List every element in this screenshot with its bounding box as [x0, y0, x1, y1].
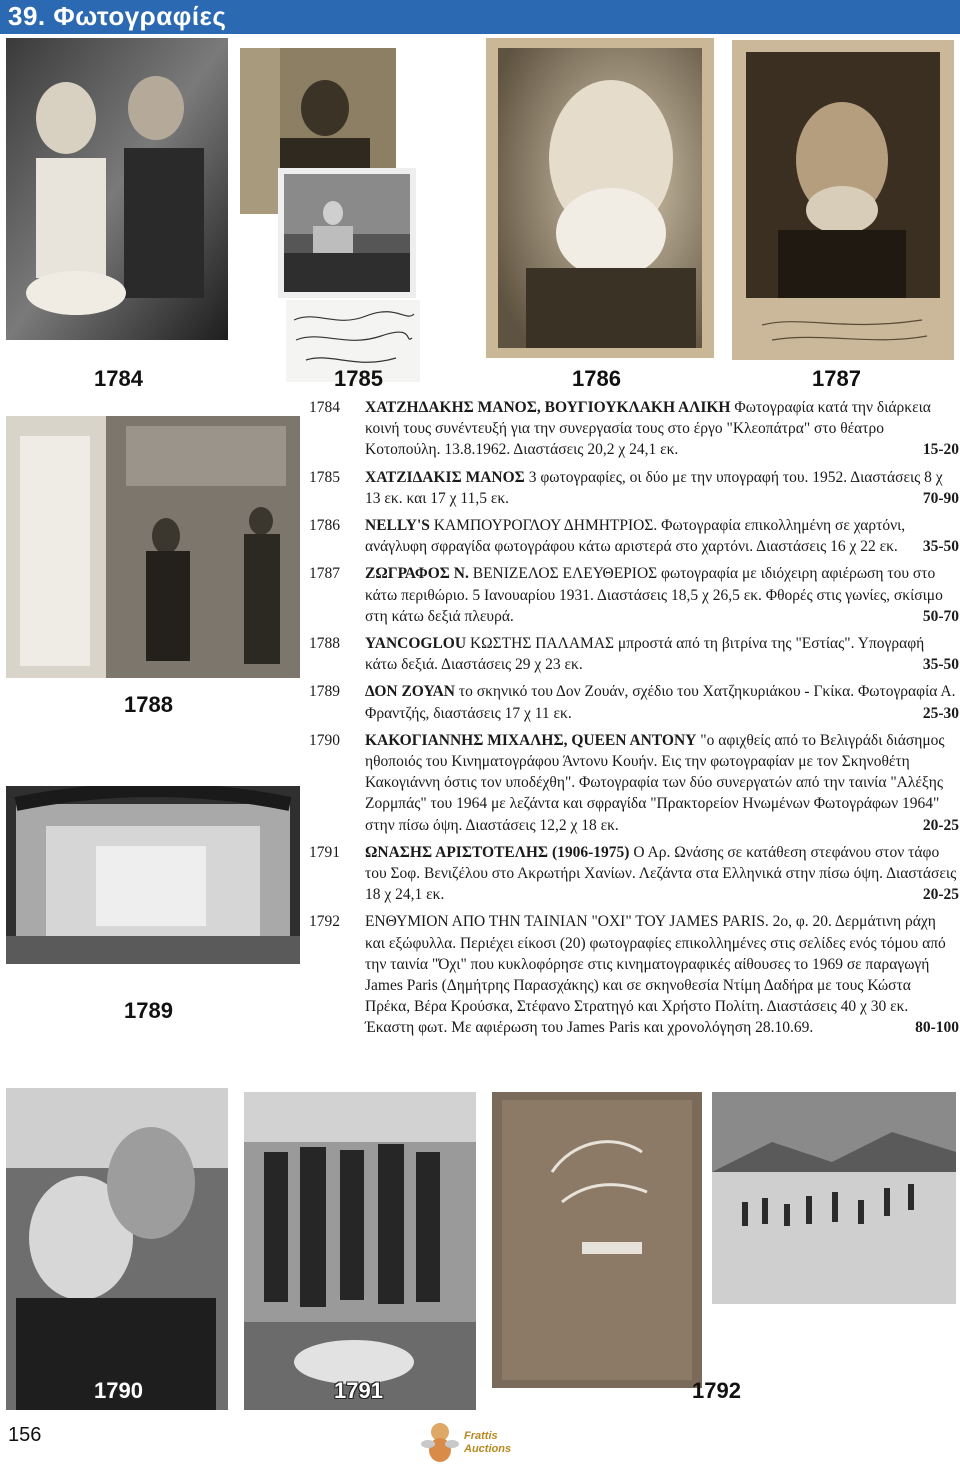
photo-1787: [732, 40, 954, 360]
caption-1789: 1789: [124, 998, 173, 1023]
lot-description: Ο Αρ. Ωνάσης σε κατάθεση στεφάνου στον τάφο του Σοφ. Βενιζέλου στο Ακρωτήρι Χανίων. Λεζάντα στα Ελληνικά στην πίσω όψη. Διαστάσεις 18 χ 24,1 εκ.: [365, 843, 957, 904]
lot-number: 1790: [309, 731, 340, 749]
lot-price: 35-50: [922, 538, 959, 556]
lot-description: Φωτογραφία κατά την διάρκεια κοινή τους συνέντευξή για την συνεργασία τους στο έργο "Κλεοπάτρα" στο θέατρο Κοτοπούλη. 13.8.1962. Διαστάσεις 20,2 χ 24,1 εκ.: [365, 399, 931, 459]
frattis-logo: [420, 1418, 530, 1464]
caption-1788: 1788: [124, 692, 173, 717]
lot-price: 20-25: [922, 816, 959, 834]
lot-number: 1785: [309, 468, 340, 486]
lot-description: ΕΝΘΥΜΙΟΝ ΑΠΟ ΤΗΝ ΤΑΙΝΙΑΝ "ΟΧΙ" ΤΟΥ JAMES PARIS. 2ο, φ. 20. Δερμάτινη ράχη και εξώφυλλα. Περιέχει είκοσι (20) φωτογραφίες επικολλημένες στις σελίδες ενός τόμου από την ταινία "Όχι" που κυκλοφόρησε στις κινηματογραφικές αίθουσες το 1969 σε παραγωγή James Paris (Δημήτρης Παρασχάκης) και σε σκηνοθεσία Ντίμη Δαδήρα με τους Κώστα Πρέκα, Βέρα Κρούσκα, Στέφανο Στρατηγό και Χρήστο Πολίτη. Διαστάσεις 40 χ 30 εκ. Έκαστη φωτ. Με αφιέρωση του James Paris και χρονολόγηση 28.10.69.: [365, 913, 946, 1037]
photo-1790: [6, 1088, 228, 1410]
lot-title: ΧΑΤΖΗΔΑΚΗΣ ΜΑΝΟΣ, ΒΟΥΓΙΟΥΚΛΑΚΗ ΑΛΙΚΗ: [365, 399, 731, 416]
lot-description: ΚΑΜΠΟΥΡΟΓΛΟΥ ΔΗΜΗΤΡΙΟΣ. Φωτογραφία επικολλημένη σε χαρτόνι, ανάγλυφη σφραγίδα φωτογράφου κάτω αριστερά στο χαρτόνι. Διαστάσεις 16 χ 22 εκ.: [365, 517, 906, 556]
logo-line-2: Auctions: [464, 1443, 512, 1455]
page-number: 156: [8, 1424, 42, 1446]
caption-1790: 1790: [94, 1378, 143, 1403]
lot-1786: [309, 515, 959, 557]
lot-price: 80-100: [915, 1019, 959, 1037]
lot-title: ΩΝΑΣΗΣ ΑΡΙΣΤΟΤΕΛΗΣ (1906-1975): [365, 843, 630, 861]
lot-1791: [309, 842, 959, 906]
lot-title: NELLY'S: [365, 517, 430, 535]
lot-title: ΔΟΝ ΖΟΥΑΝ: [365, 683, 455, 701]
lot-number: 1786: [309, 517, 340, 535]
lot-1792: [309, 911, 959, 1038]
caption-1785: 1785: [334, 366, 383, 391]
lot-description: το σκηνικό του Δον Ζουάν, σχέδιο του Χατζηκυριάκου - Γκίκα. Φωτογραφία Α. Φραντζής, διαστάσεις 17 χ 11 εκ.: [365, 683, 956, 722]
lot-number: 1787: [309, 565, 340, 583]
lot-number: 1784: [309, 399, 340, 416]
lot-price: 70-90: [922, 489, 959, 507]
photo-1792-a: [492, 1092, 702, 1388]
lot-list: [309, 397, 959, 1045]
lot-description: 3 φωτογραφίες, οι δύο με την υπογραφή του. 1952. Διαστάσεις 8 χ 13 εκ. και 17 χ 11,5 εκ.: [365, 468, 943, 507]
photo-1784: [6, 38, 228, 340]
lot-description: "ο αφιχθείς από το Βελιγράδι διάσημος ηθοποιός του Κινηματογράφου Άντονυ Κουήν. Εις την φωτογραφίαν με τον Σκηνοθέτη Κακογιάννη όστις τον υποδέχθη". Φωτογραφία των δύο συνεργατών από την ταινία "Αλέξης Ζορμπάς" του 1964 με λεζάντα και σφραγίδα "Πρακτορείον Ηνωμένων Φωτογράφων 1964" στην πίσω όψη. Διαστάσεις 12,2 χ 18 εκ.: [365, 731, 945, 834]
lot-description: ΒΕΝΙΖΕΛΟΣ ΕΛΕΥΘΕΡΙΟΣ φωτογραφία με ιδιόχειρη αφιέρωση του στο κάτω περιθώριο. 5 Ιανουαρίου 1931. Διαστάσεις 18,5 χ 26,5 εκ. Φθορές στις γωνίες, σκίσιμο στη κάτω δεξιά πλευρά.: [365, 565, 943, 625]
logo-line-1: Frattis: [464, 1430, 498, 1442]
caption-1791: 1791: [334, 1378, 383, 1403]
lot-price: 35-50: [922, 656, 959, 674]
lot-1785: [309, 467, 959, 509]
lot-title: ΖΩΓΡΑΦΟΣ Ν.: [365, 565, 469, 583]
lot-1787: [309, 563, 959, 627]
lot-title: ΚΑΚΟΓΙΑΝΝΗΣ ΜΙΧΑΛΗΣ, QUEEN ANTONY: [365, 731, 697, 749]
page-title: 39. Φωτογραφίες: [8, 1, 227, 31]
photo-1786: [486, 38, 714, 358]
caption-1792: 1792: [692, 1378, 741, 1403]
lot-1789: [309, 681, 959, 723]
photo-1791: [244, 1092, 476, 1410]
lot-price: 15-20: [922, 441, 959, 459]
lot-price: 50-70: [922, 607, 959, 625]
lot-1784: [309, 397, 959, 461]
lot-1790: [309, 730, 959, 836]
lot-number: 1791: [309, 843, 340, 861]
lot-title: YANCOGLOU: [365, 635, 467, 653]
lot-number: 1792: [309, 913, 340, 931]
photo-1788: [6, 416, 300, 678]
photo-1789: [6, 786, 300, 964]
lot-title: ΧΑΤΖΙΔΑΚΙΣ ΜΑΝΟΣ: [365, 468, 525, 486]
page-header: [0, 0, 960, 34]
lot-1788: [309, 633, 959, 675]
lot-price: 20-25: [922, 886, 959, 904]
lot-description: ΚΩΣΤΗΣ ΠΑΛΑΜΑΣ μπροστά από τη βιτρίνα της "Εστίας". Υπογραφή κάτω δεξιά. Διαστάσεις 29 χ 23 εκ.: [365, 635, 925, 674]
caption-1786: 1786: [572, 366, 621, 391]
cherub-logo-icon: [420, 1418, 460, 1464]
caption-1787: 1787: [812, 366, 861, 391]
lot-price: 25-30: [922, 704, 959, 722]
caption-1784: 1784: [94, 366, 143, 391]
lot-number: 1788: [309, 635, 340, 653]
lot-number: 1789: [309, 683, 340, 701]
photo-1785-b: [278, 168, 416, 298]
photo-1792-b: [712, 1092, 956, 1304]
